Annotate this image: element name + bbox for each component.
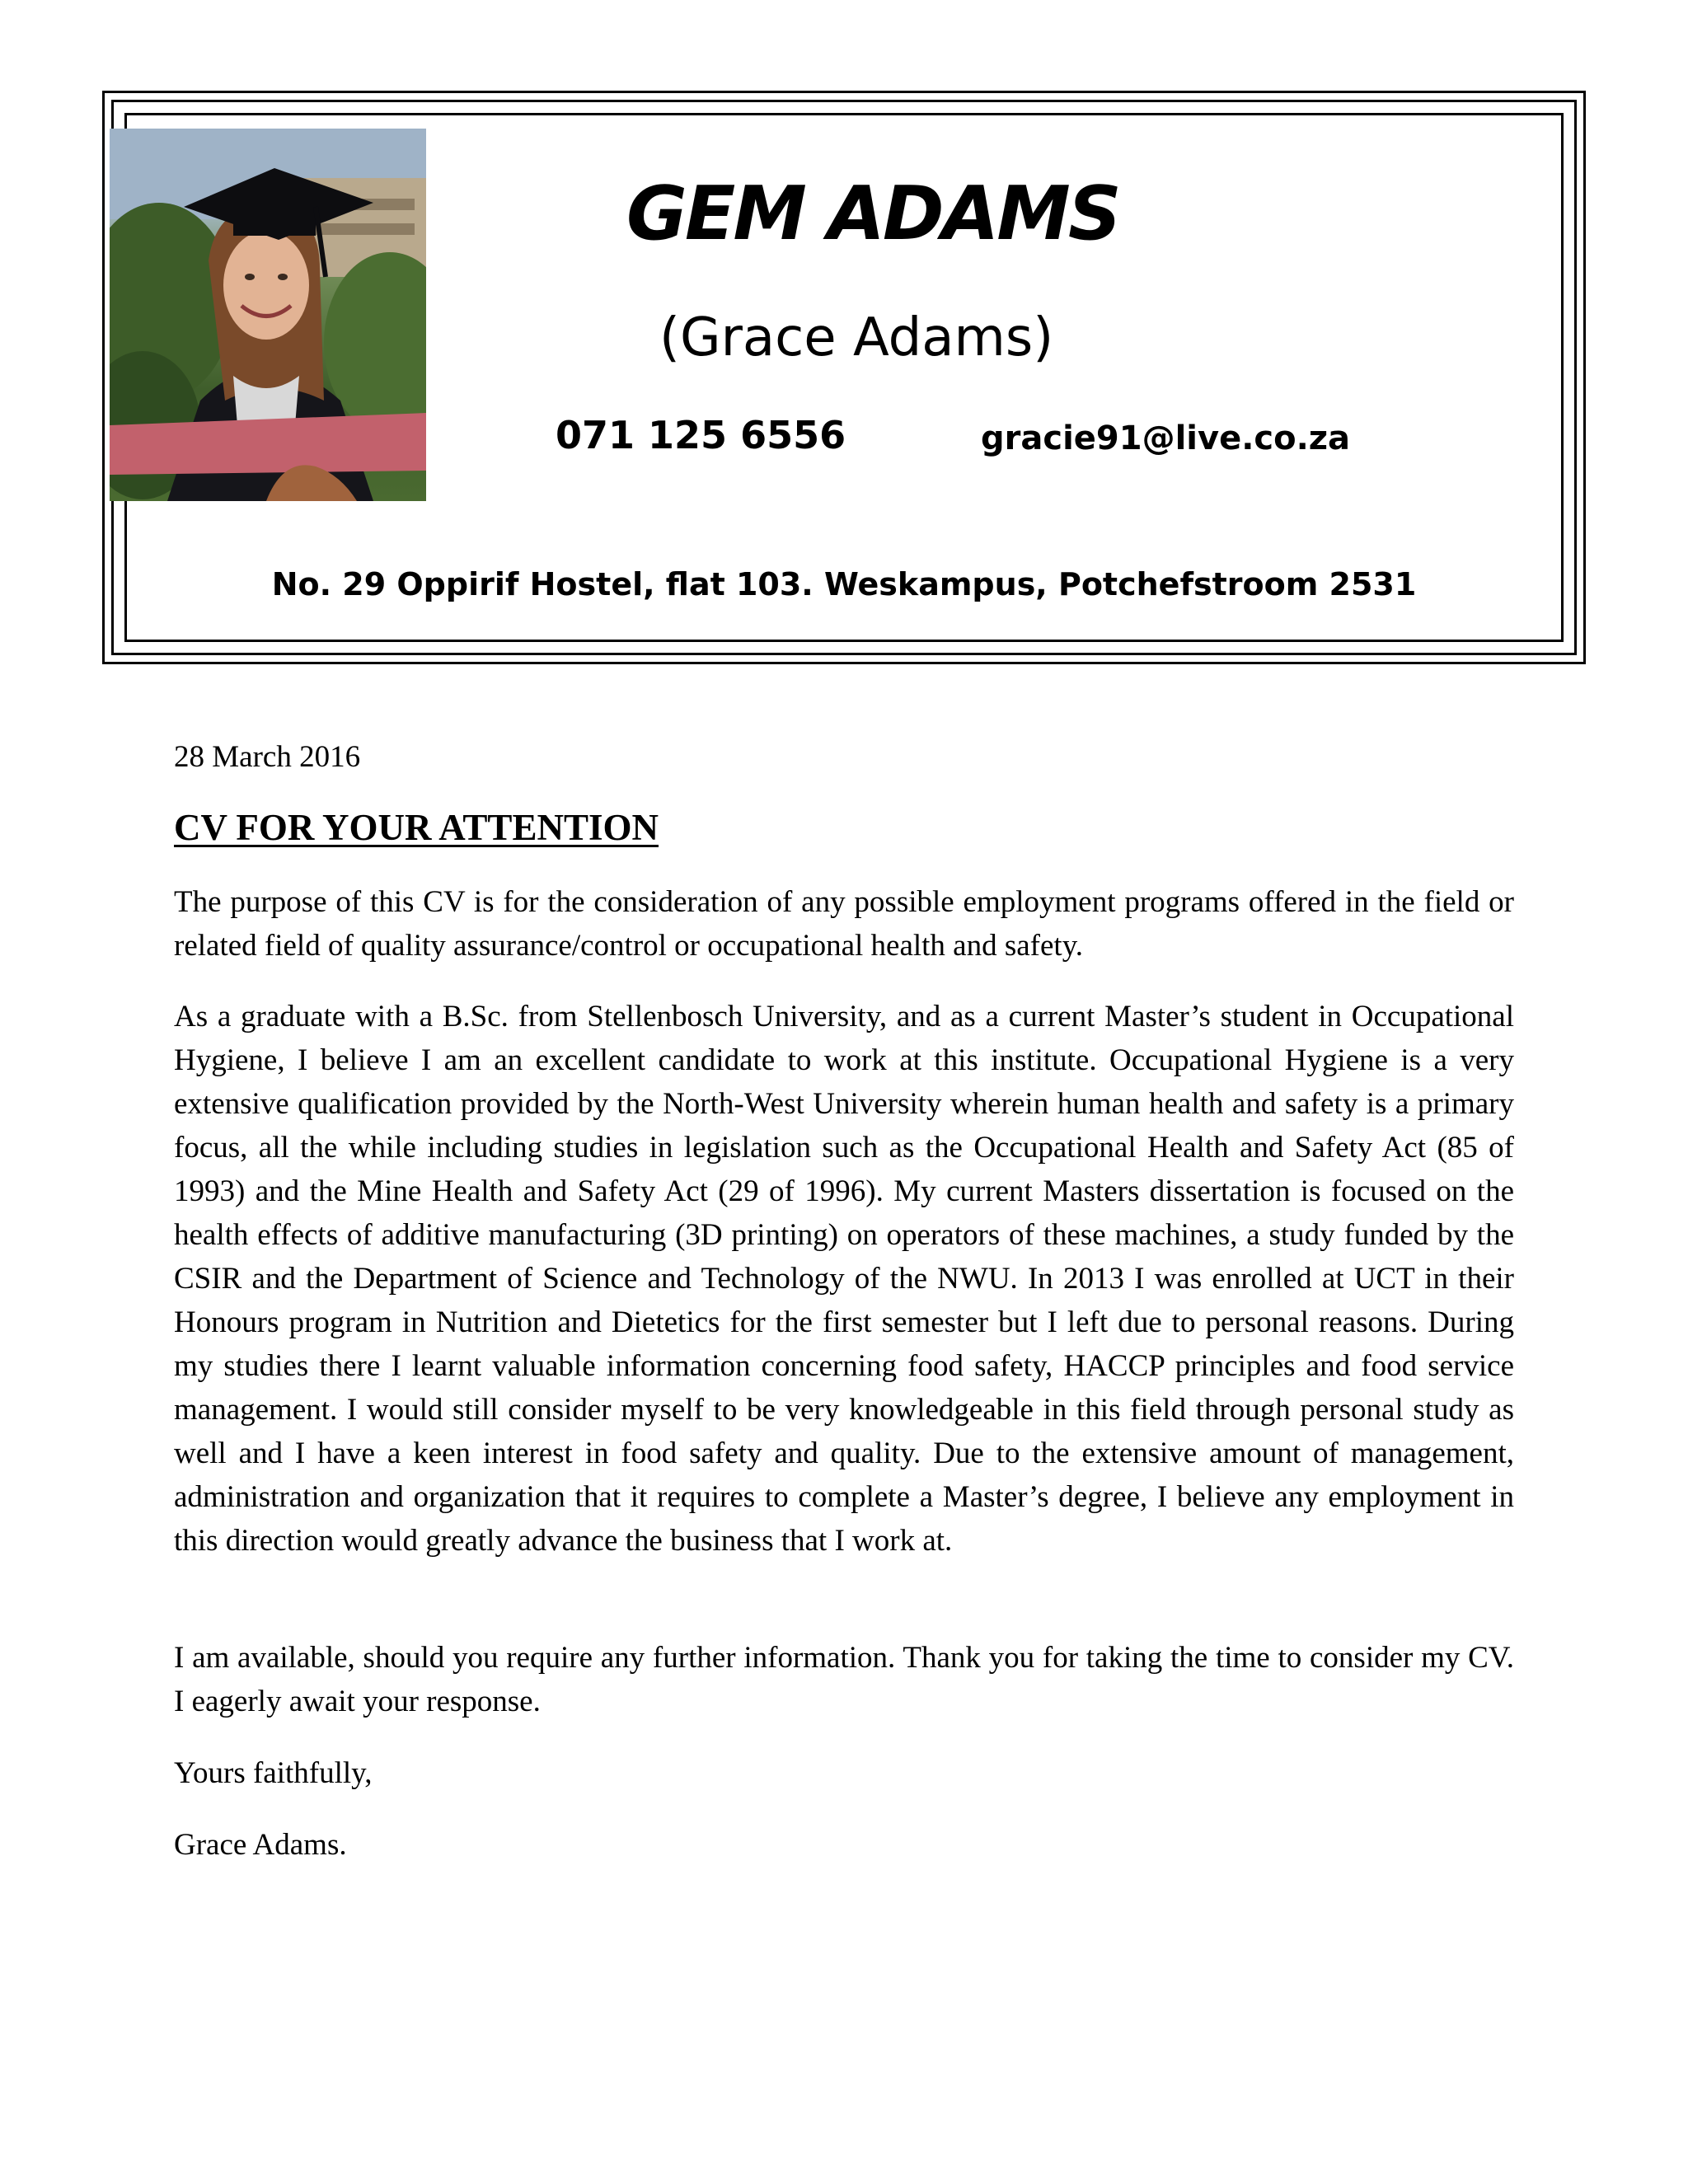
letter-signature: Grace Adams. [174, 1828, 347, 1862]
candidate-name: GEM ADAMS [626, 171, 1119, 257]
letter-date: 28 March 2016 [174, 740, 361, 774]
postal-address: No. 29 Oppirif Hostel, flat 103. Weskampus, Potchefstroom 2531 [271, 566, 1417, 602]
candidate-full-name: (Grace Adams) [659, 307, 1054, 368]
graduate-portrait-image [110, 129, 426, 501]
email-address[interactable]: gracie91@live.co.za [981, 419, 1351, 457]
phone-number[interactable]: 071 125 6556 [556, 413, 846, 457]
letter-paragraph-purpose: The purpose of this CV is for the consideration of any possible employment programs offered in the field or related field of quality assurance/control or occupational health and safety. [174, 885, 1514, 963]
letter-paragraph-qualifications: As a graduate with a B.Sc. from Stellenbosch University, and as a current Master’s student in Occupational Hygiene, I believe I am an excellent candidate to work at this institute. Occupational Hygiene is a very extensive qualification provided by the North-West University wherein human health and safety is a primary focus, all the while including studies in legislation such as the Occupational Health and Safety Act (85 of 1993) and the Mine Health and Safety Act (29 of 1996). My current Masters dissertation is focused on the health effects of additive manufacturing (3D printing) on operators of these machines, a study funded by the CSIR and the Department of Science and Technology of the NWU. In 2013 I was enrolled at UCT in their Honours program in Nutrition and Dietetics for the first semester but I left due to personal reasons. During my studies there I learnt valuable information concerning food safety, HACCP principles and food service management. I would still consider myself to be very knowledgeable in this field through personal study as well and I have a keen interest in food safety and quality. Due to the extensive amount of management, administration and organization that it requires to complete a Master’s degree, I believe any employment in this direction would greatly advance the business that I work at. [174, 1000, 1514, 1558]
letter-closing: Yours faithfully, [174, 1756, 373, 1790]
letter-paragraph-availability: I am available, should you require any further information. Thank you for taking the time to consider my CV. I eagerly await your response. [174, 1641, 1514, 1718]
profile-photo [110, 129, 426, 501]
letter-heading: CV FOR YOUR ATTENTION [174, 807, 659, 848]
